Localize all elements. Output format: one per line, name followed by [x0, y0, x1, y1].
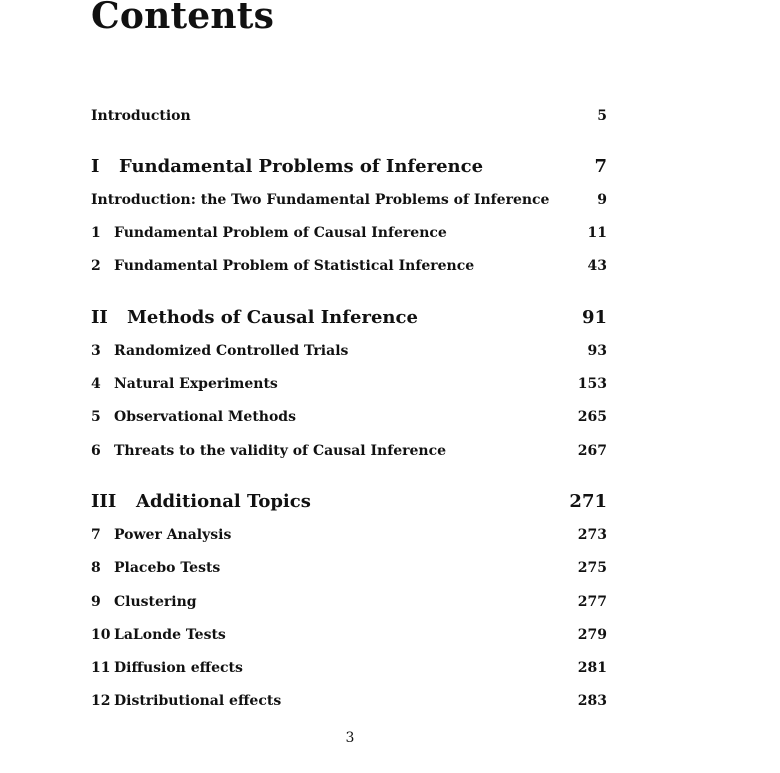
toc-part-3[interactable] — [91, 488, 607, 514]
toc-page-number: 93 — [587, 343, 607, 359]
toc-chapter-number: 9 — [91, 594, 101, 610]
toc-chapter-label: Clustering — [114, 594, 197, 610]
toc-chapter-label: Power Analysis — [114, 527, 232, 543]
toc-page-number: 283 — [577, 693, 607, 709]
page-title: Contents — [91, 0, 275, 37]
toc-part-number: II — [91, 306, 108, 328]
toc-chapter-7[interactable] — [91, 524, 607, 546]
toc-chapter-10[interactable] — [91, 624, 607, 646]
toc-page-number: 281 — [577, 660, 607, 676]
toc-page-number: 43 — [587, 258, 607, 274]
toc-chapter-label: Fundamental Problem of Statistical Inference — [114, 258, 475, 274]
toc-part-1[interactable] — [91, 153, 607, 179]
toc-chapter-label: Distributional effects — [114, 693, 282, 709]
toc-page-number: 7 — [594, 155, 607, 177]
toc-chapter-number: 3 — [91, 343, 101, 359]
toc-chapter-number: 11 — [91, 660, 111, 676]
toc-page-number: 273 — [577, 527, 607, 543]
toc-chapter-label: Placebo Tests — [114, 560, 221, 576]
toc-chapter-number: 5 — [91, 409, 101, 425]
toc-entry-label: Introduction — [91, 108, 191, 124]
toc-chapter-number: 1 — [91, 225, 101, 241]
toc-page-number: 275 — [577, 560, 607, 576]
toc-chapter-number: 6 — [91, 443, 101, 459]
toc-chapter-5[interactable] — [91, 406, 607, 428]
toc-chapter-label: Natural Experiments — [114, 376, 278, 392]
toc-chapter-number: 8 — [91, 560, 101, 576]
toc-page-number: 91 — [581, 306, 607, 328]
toc-page-number: 271 — [569, 490, 607, 512]
toc-page-number: 5 — [597, 108, 607, 124]
toc-page-number: 279 — [577, 627, 607, 643]
toc-part-label: Methods of Causal Inference — [127, 306, 418, 328]
toc-chapter-label: Diffusion effects — [114, 660, 243, 676]
toc-chapter-9[interactable] — [91, 591, 607, 613]
toc-chapter-3[interactable] — [91, 340, 607, 362]
toc-page-number: 265 — [577, 409, 607, 425]
toc-chapter-11[interactable] — [91, 657, 607, 679]
toc-chapter-label: Fundamental Problem of Causal Inference — [114, 225, 447, 241]
toc-chapter-6[interactable] — [91, 440, 607, 462]
toc-chapter-4[interactable] — [91, 373, 607, 395]
toc-chapter-2[interactable] — [91, 255, 607, 277]
toc-part-number: I — [91, 155, 100, 177]
toc-page-number: 277 — [577, 594, 607, 610]
toc-entry-part1-intro[interactable] — [91, 189, 607, 211]
toc-part-number: III — [91, 490, 117, 512]
footer-page-number: 3 — [345, 730, 355, 746]
toc-chapter-8[interactable] — [91, 557, 607, 579]
toc-entry-introduction[interactable] — [91, 105, 607, 127]
toc-chapter-label: Observational Methods — [114, 409, 296, 425]
toc-part-label: Fundamental Problems of Inference — [119, 155, 484, 177]
toc-chapter-number: 4 — [91, 376, 101, 392]
toc-page-number: 11 — [587, 225, 607, 241]
toc-page-number: 153 — [577, 376, 607, 392]
toc-part-2[interactable] — [91, 304, 607, 330]
toc-page-number: 267 — [577, 443, 607, 459]
toc-chapter-number: 7 — [91, 527, 101, 543]
toc-chapter-1[interactable] — [91, 222, 607, 244]
toc-chapter-number: 12 — [91, 693, 111, 709]
toc-chapter-number: 2 — [91, 258, 101, 274]
toc-chapter-label: Randomized Controlled Trials — [114, 343, 349, 359]
toc-part-label: Additional Topics — [136, 490, 311, 512]
toc-chapter-label: LaLonde Tests — [114, 627, 226, 643]
toc-chapter-label: Threats to the validity of Causal Inference — [114, 443, 447, 459]
toc-chapter-12[interactable] — [91, 690, 607, 712]
toc-page-number: 9 — [597, 192, 607, 208]
toc-chapter-number: 10 — [91, 627, 111, 643]
toc-entry-label: Introduction: the Two Fundamental Problems of Inference — [91, 192, 550, 208]
